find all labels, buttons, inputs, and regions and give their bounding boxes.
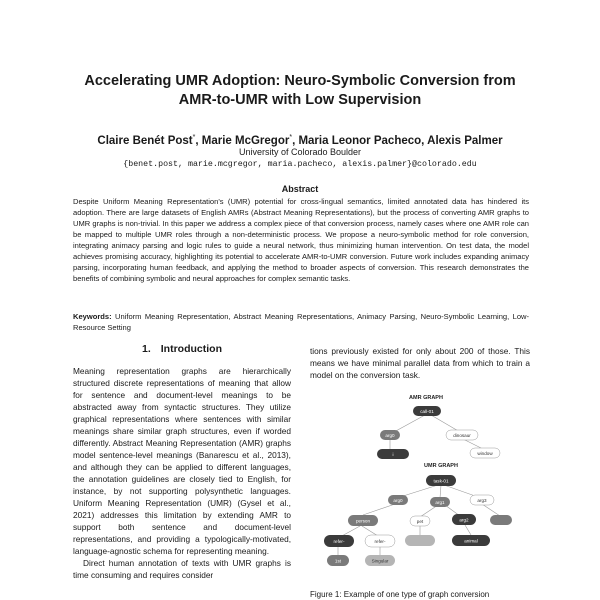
svg-text:refer-: refer- — [374, 539, 386, 544]
title-line-2: AMR-to-UMR with Low Supervision — [178, 92, 422, 108]
abstract-heading: Abstract — [281, 184, 319, 194]
section-heading — [73, 343, 291, 356]
author-name: Alexis Palmer — [427, 134, 503, 147]
figure-caption: Figure 1: Example of one type of graph conversion — [310, 590, 490, 599]
author-mark: * — [192, 134, 196, 141]
graph-conversion-figure — [310, 385, 530, 585]
svg-text:arg2: arg2 — [459, 517, 469, 523]
svg-text:dinosaur: dinosaur — [453, 433, 471, 438]
author-sep: , — [421, 134, 428, 147]
umr-node-arg2 — [452, 514, 476, 525]
svg-text:task-01: task-01 — [433, 478, 449, 484]
author-name: Claire Benét Post — [97, 134, 193, 147]
svg-text:arg1: arg1 — [435, 500, 445, 505]
keywords-text: Uniform Meaning Representation, Abstract Meaning Representations, Animacy Parsing, Neuro-Symbolic Learning, Low-Resource Setting — [73, 312, 529, 332]
amr-node-window — [470, 448, 500, 458]
author-emails: {benet.post, marie.mcgregor, maria.pacheco, alexis.palmer}@colorado.edu — [123, 160, 477, 169]
umr-node-animal — [452, 535, 490, 546]
amr-node-dinosaur — [446, 430, 478, 440]
author-sep: , — [292, 134, 299, 147]
svg-text:person: person — [355, 518, 371, 524]
svg-text:refer-: refer- — [333, 539, 345, 544]
intro-left-column — [73, 365, 291, 600]
amr-node-i — [377, 449, 409, 459]
svg-text:arg3: arg3 — [477, 498, 487, 503]
umr-node-singular — [365, 555, 395, 566]
section-title: Introduction — [160, 343, 222, 355]
author-mark: * — [289, 134, 293, 141]
umr-node-arg0 — [388, 495, 408, 505]
abstract-body: Despite Uniform Meaning Representation's (UMR) potential for cross-lingual semantics, limited annotated data has hindered its adoption. There are large datasets of English AMRs (Abstract Meaning Representations), but the process of converting AMR graphs to UMR graphs is non-trivial. In this paper we address a complex piece of that conversion process, namely cases where one AMR role can be mapped to multiple UMR roles through a non-deterministic process. We propose a neuro-symbolic method for role conversion, integrating animacy parsing and logic rules to guide a neural network, thus minimizing human intervention. On test data, the model achieves promising accuracy, highlighting its potential to accelerate AMR-to-UMR conversion. Future work includes expanding animacy parsing, incorporating human feedback, and applying the method to broader aspects of conversion. This research demonstrates the benefits of combining symbolic and neural approaches for complex semantic tasks. — [73, 197, 529, 283]
amr-graph-label: AMR GRAPH — [409, 395, 443, 401]
svg-text:arg0: arg0 — [385, 433, 395, 438]
amr-node-arg0 — [380, 430, 400, 440]
svg-text:animal: animal — [464, 538, 478, 544]
keywords-label: Keywords: — [73, 312, 112, 321]
svg-text:pet: pet — [416, 519, 424, 524]
svg-text:call-01: call-01 — [420, 409, 434, 414]
affiliation: University of Colorado Boulder — [238, 147, 362, 157]
section-number: 1. — [141, 343, 151, 355]
svg-text:window: window — [477, 451, 493, 456]
author-sep: , — [195, 134, 202, 147]
figure-1 — [310, 385, 530, 585]
svg-text:1st: 1st — [334, 558, 342, 564]
umr-node-light — [405, 535, 435, 546]
svg-text:i: i — [392, 452, 394, 457]
umr-node-person — [348, 515, 378, 526]
intro-paragraph-2: Direct human annotation of texts with UMR graphs is time consuming and requires consider — [73, 558, 291, 580]
author-name: Marie McGregor — [201, 134, 290, 147]
intro-right-column-text: tions previously existed for only about 200 of those. This means we have minimal parallel data from which to train a model on the conversion task. — [310, 346, 530, 380]
umr-node-1st — [327, 555, 349, 566]
umr-node-refer-1 — [324, 535, 354, 547]
amr-node-call — [413, 406, 441, 416]
umr-node-task — [426, 475, 456, 486]
paper-title — [40, 72, 560, 110]
author-list — [40, 131, 560, 148]
title-line-1: Accelerating UMR Adoption: Neuro-Symbolic Conversion from — [84, 73, 516, 89]
umr-node-refer-2 — [365, 535, 395, 547]
umr-node-pet — [410, 516, 430, 526]
svg-text:arg0: arg0 — [393, 498, 403, 503]
author-name: Maria Leonor Pacheco — [298, 134, 422, 147]
umr-graph-label: UMR GRAPH — [424, 463, 458, 469]
svg-text:Singular: Singular — [371, 558, 389, 564]
umr-node-arg1 — [430, 497, 450, 507]
intro-paragraph-1: Meaning representation graphs are hierarchically structured discrete representations of meaning that allow for sentence and document-level meanings to be abstracted away from syntactic structures. They utilize graphical representations where sentences with similar meanings share similar graph structures, even if worded differently. Abstract Meaning Representation (AMR) graphs model sentence-level meanings (Banarescu et al., 2013), and although they can be applied to different languages, the annotation guidelines are closely tied to English, for instance, by not supporting polysynthetic languages. Uniform Meaning Representation (UMR) (Gysel et al., 2021) addresses this limitation by extending AMR to support both sentence and document-level representations, and providing a typologically-motivated, language-agnostic schema for representing meaning. — [73, 366, 291, 556]
keywords — [73, 311, 529, 333]
